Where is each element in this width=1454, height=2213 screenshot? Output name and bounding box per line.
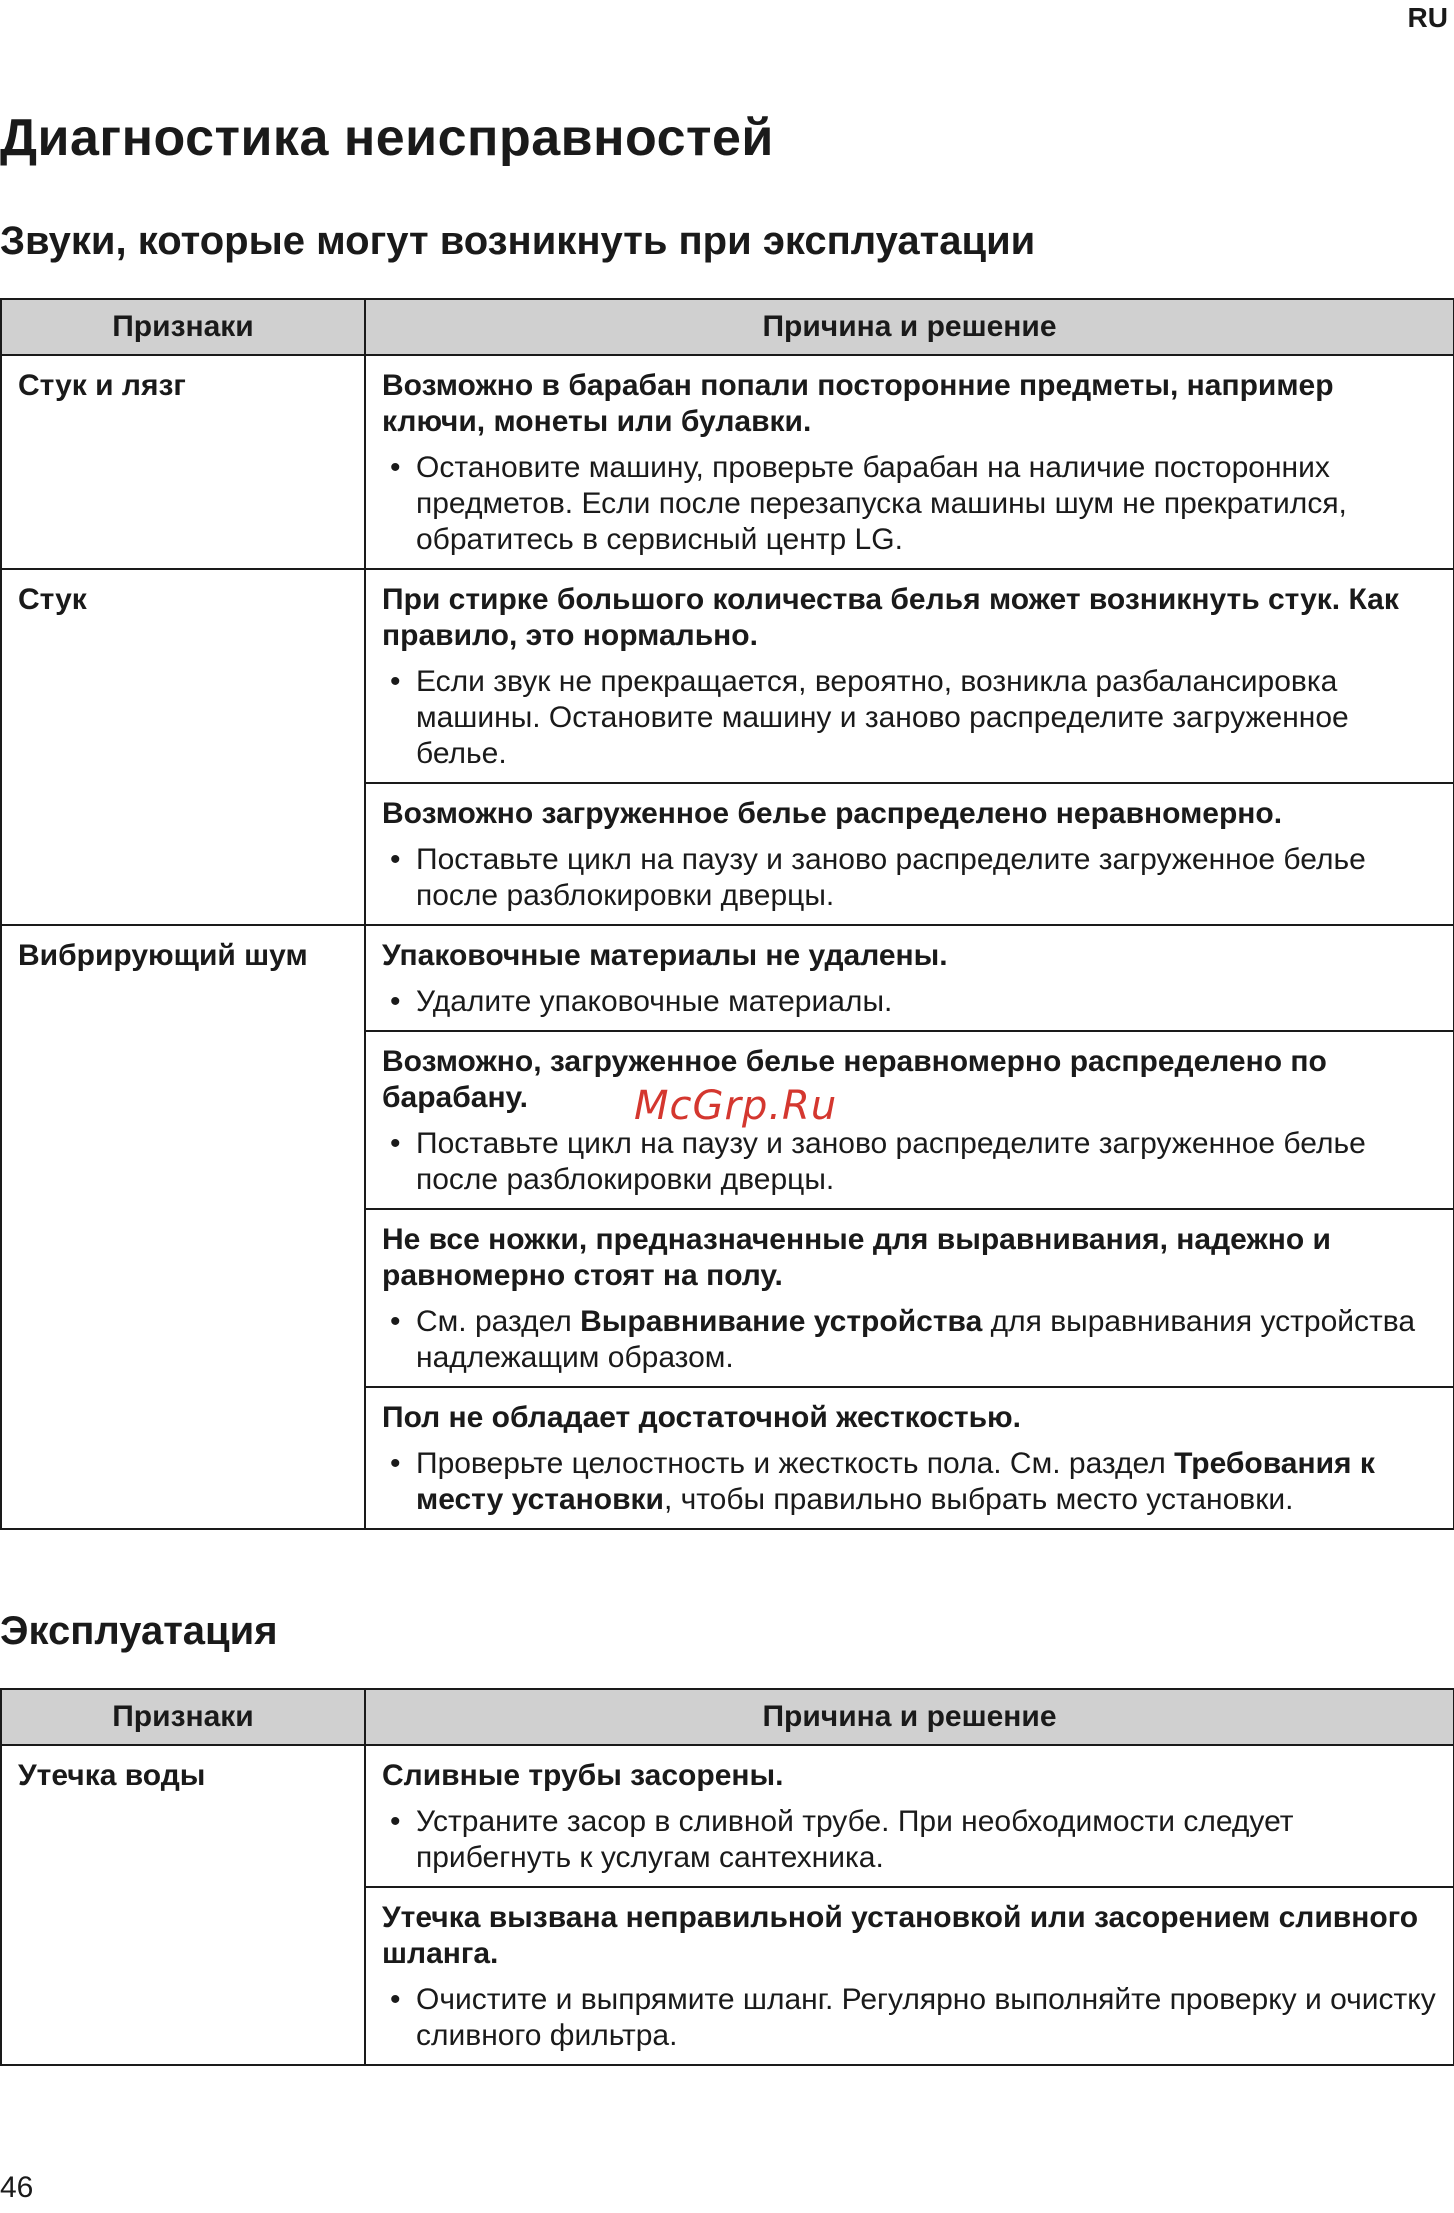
page-number: 46 [0,2171,34,2204]
symptom-cell: Вибрирующий шум [1,925,365,1529]
cause-title: Пол не обладает достаточной жесткостью. [382,1401,1021,1434]
cause-title: При стирке большого количества белья может возникнуть стук. Как правило, это нормально. [382,583,1399,652]
symptom-cell: Утечка воды [1,1745,365,2065]
cause-cell [365,1887,1454,2065]
column-header-cause: Причина и решение [365,1689,1454,1745]
cause-cell [365,1031,1454,1209]
page-title: Диагностика неисправностей [0,109,774,167]
column-header-symptom: Признаки [1,299,365,355]
solution-text: Устраните засор в сливной трубе. При необходимости следует прибегнуть к услугам сантехника. [416,1805,1294,1874]
language-label: RU [1407,2,1448,33]
cause-title: Возможно, загруженное белье неравномерно распределено по барабану. [382,1045,1327,1114]
cause-title: Не все ножки, предназначенные для выравнивания, надежно и равномерно стоят на полу. [382,1223,1331,1292]
sounds-table [0,298,1454,1530]
solution-bullet [382,1446,1437,1518]
solution-text-post: для выравнивания устройства надлежащим образом. [416,1305,1416,1374]
table-row [1,1745,1454,1887]
table-header-row [1,1689,1454,1745]
table-row [1,569,1454,783]
solution-bullet [382,1304,1437,1376]
operation-table [0,1688,1454,2066]
solution-bullet [382,664,1437,772]
table-row [1,925,1454,1031]
solution-text: Поставьте цикл на паузу и заново распределите загруженное белье после разблокировки дверцы. [416,1127,1366,1196]
cause-title: Утечка вызвана неправильной установкой или засорением сливного шланга. [382,1901,1419,1970]
bullet-icon: • [390,451,401,484]
bullet-icon: • [390,1305,401,1338]
section-reference: Выравнивание устройства [580,1305,983,1338]
cause-title: Сливные трубы засорены. [382,1759,784,1792]
solution-text-pre: См. раздел [416,1305,581,1338]
bullet-icon: • [390,985,401,1018]
cause-cell [365,783,1454,925]
section-heading-sounds: Звуки, которые могут возникнуть при эксплуатации [0,219,1036,263]
solution-bullet [382,1804,1437,1876]
solution-text-pre: Проверьте целостность и жесткость пола. См. раздел [416,1447,1175,1480]
cause-cell [365,1387,1454,1529]
cause-title: Возможно загруженное белье распределено неравномерно. [382,797,1283,830]
cause-cell [365,1745,1454,1887]
symptom-cell: Стук [1,569,365,925]
solution-text: Очистите и выпрямите шланг. Регулярно выполняйте проверку и очистку сливного фильтра. [416,1983,1436,2052]
bullet-icon: • [390,1447,401,1480]
watermark: McGrp.Ru [634,1083,838,1129]
symptom-cell: Стук и лязг [1,355,365,569]
section-reference: Требования к месту установки [416,1447,1375,1516]
column-header-symptom: Признаки [1,1689,365,1745]
solution-bullet [382,984,1437,1020]
bullet-icon: • [390,665,401,698]
solution-text: Поставьте цикл на паузу и заново распределите загруженное белье после разблокировки дверцы. [416,843,1366,912]
cause-cell [365,1209,1454,1387]
solution-bullet [382,842,1437,914]
solution-text: Если звук не прекращается, вероятно, возникла разбалансировка машины. Остановите машину и заново распределите загруженное белье. [416,665,1349,770]
table-header-row [1,299,1454,355]
bullet-icon: • [390,843,401,876]
bullet-icon: • [390,1805,401,1838]
solution-bullet [382,1126,1437,1198]
solution-text-post: , чтобы правильно выбрать место установки. [663,1483,1294,1516]
cause-cell [365,355,1454,569]
bullet-icon: • [390,1983,401,2016]
cause-title: Упаковочные материалы не удалены. [382,939,948,972]
column-header-cause: Причина и решение [365,299,1454,355]
solution-bullet [382,450,1437,558]
bullet-icon: • [390,1127,401,1160]
section-heading-operation: Эксплуатация [0,1609,278,1653]
cause-cell [365,569,1454,783]
solution-text: Удалите упаковочные материалы. [416,985,893,1018]
cause-cell [365,925,1454,1031]
table-row [1,355,1454,569]
solution-bullet [382,1982,1437,2054]
solution-text: Остановите машину, проверьте барабан на наличие посторонних предметов. Если после перезапуска машины шум не прекратился, обратитесь в сервисный центр LG. [416,451,1347,556]
cause-title: Возможно в барабан попали посторонние предметы, например ключи, монеты или булавки. [382,369,1334,438]
